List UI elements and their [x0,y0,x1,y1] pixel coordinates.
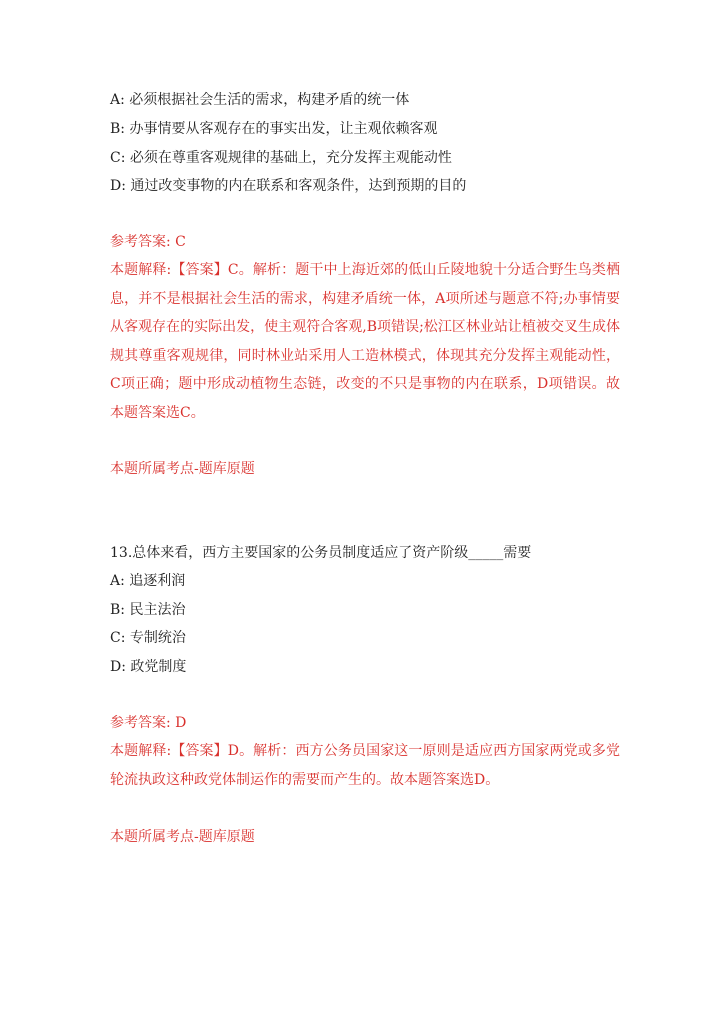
q12-option-c: C: 必须在尊重客观规律的基础上，充分发挥主观能动性 [110,150,452,166]
q13-answer: 参考答案: D [110,715,187,731]
q12-option-d: D: 通过改变事物的内在联系和客观条件，达到预期的目的 [110,178,467,194]
q13-option-c: C: 专制统治 [110,630,186,646]
q12-explanation: 本题解释:【答案】C。解析：题干中上海近郊的低山丘陵地貌十分适合野生鸟类栖息，并不是根据社会生活的需求，构建矛盾统一体，A项所述与题意不符;办事情要从客观存在的实际出发，使主观符合客观,B项错误;松江区林业站让植被交叉生成体规其尊重客观规律，同时林业站采用人工造林模式，体现其充分发挥主观能动性，C项正确；题中形成动植物生态链，改变的不只是事物的内在联系，D项错误。故本题答案选C。 [110,262,620,421]
q13-option-b: B: 民主法治 [110,602,186,618]
q12-option-b: B: 办事情要从客观存在的事实出发，让主观依赖客观 [110,121,438,137]
q12-option-a: A: 必须根据社会生活的需求，构建矛盾的统一体 [110,92,410,108]
q13-explanation: 本题解释:【答案】D。解析：西方公务员国家这一原则是适应西方国家两党或多党轮流执政这种政党体制运作的需要而产生的。故本题答案选D。 [110,743,620,788]
q13-option-a: A: 追逐利润 [110,573,186,589]
q13-question: 13.总体来看，西方主要国家的公务员制度适应了资产阶级_____需要 [110,545,532,561]
q13-category: 本题所属考点-题库原题 [110,829,255,845]
q13-option-d: D: 政党制度 [110,659,187,675]
q12-category: 本题所属考点-题库原题 [110,461,255,477]
q12-answer: 参考答案: C [110,234,186,250]
